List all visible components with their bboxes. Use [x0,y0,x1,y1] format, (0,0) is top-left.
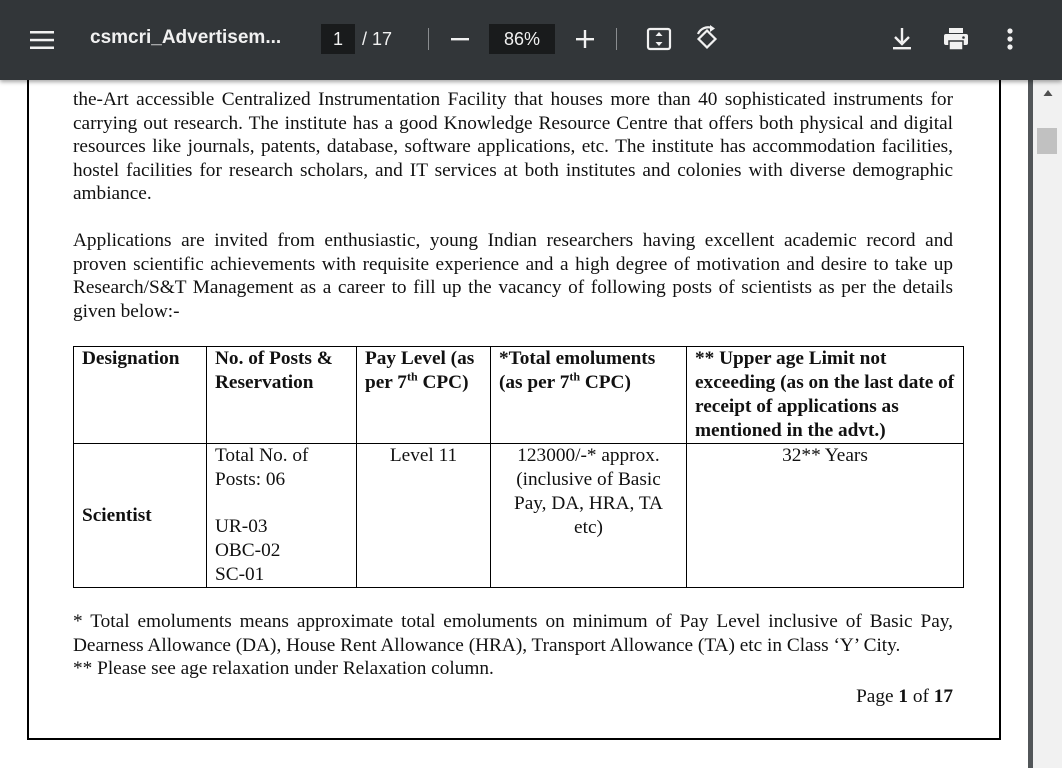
header-emoluments: *Total emoluments (as per 7th CPC) [491,347,687,444]
download-button[interactable] [884,21,920,57]
rotate-icon [693,25,721,53]
cell-emoluments: 123000/-* approx. (inclusive of Basic Pay, DA, HRA, TA etc) [491,444,687,588]
toolbar-divider [428,28,429,50]
menu-icon [30,30,54,50]
scroll-thumb[interactable] [1037,128,1057,154]
page-footer: Page 1 of 17 [856,686,953,707]
posts-total: Total No. of Posts: 06 [215,445,309,490]
page-number-input[interactable]: 1 [321,24,355,54]
cell-pay-level: Level 11 [357,444,491,588]
zoom-level-input[interactable]: 86% [489,24,555,54]
more-actions-button[interactable] [992,21,1028,57]
page-total-label: / 17 [362,29,393,49]
toolbar-divider [616,28,617,50]
pdf-page [0,80,1028,768]
minus-icon [450,29,470,49]
posts-obc: OBC-02 [215,540,281,561]
header-age-limit: ** Upper age Limit not exceeding (as on the last date of receipt of applications as mentioned in the advt.) [687,347,964,444]
cell-designation: Scientist [74,444,207,588]
scroll-up-button[interactable] [1033,84,1062,102]
print-button[interactable] [938,21,974,57]
posts-sc: SC-01 [215,564,265,585]
menu-button[interactable] [24,22,60,58]
print-icon [943,27,969,51]
document-title: csmcri_Advertisem... [90,27,282,48]
vacancy-table [73,346,964,588]
zoom-in-button[interactable] [569,22,601,56]
zoom-out-button[interactable] [444,22,476,56]
plus-icon [575,29,595,49]
header-posts: No. of Posts & Reservation [207,347,357,444]
cell-age-limit: 32** Years [687,444,964,588]
table-header-row [74,347,964,444]
header-designation: Designation [74,347,207,444]
header-pay-level: Pay Level (as per 7th CPC) [357,347,491,444]
applications-paragraph: Applications are invited from enthusiastic, young Indian researchers having excellent academic record and proven scientific achievements with requisite experience and a high degree of motivation and desire to take up Research/S&T Management as a career to fill up the vacancy of following posts of scientists as per the details given below:- [73,230,953,322]
scroll-up-icon [1043,89,1053,97]
fit-page-icon [646,26,672,52]
posts-ur: UR-03 [215,516,268,537]
table-row [74,444,964,588]
rotate-button[interactable] [689,21,725,57]
download-icon [891,27,913,51]
cell-posts [207,444,357,588]
vertical-scrollbar[interactable] [1033,80,1062,768]
intro-paragraph: the-Art accessible Centralized Instrumentation Facility that houses more than 40 sophisticated instruments for carrying out research. The institute has a good Knowledge Resource Centre that offers both physical and digital resources like journals, patents, database, software applications, etc. The institute has accommodation facilities, hostel facilities for research scholars, and IT services at both institutes and colonies with diverse demographic ambiance. [73,89,953,204]
fit-to-page-button[interactable] [641,21,677,57]
pdf-toolbar [0,0,1062,80]
footnotes [73,610,953,681]
footnote-emoluments: * Total emoluments means approximate total emoluments on minimum of Pay Level inclusive of Basic Pay, Dearness Allowance (DA), House Rent Allowance (HRA), Transport Allowance (TA) etc in Class ‘Y’ City. [73,611,953,656]
more-vert-icon [1006,27,1014,51]
footnote-age: ** Please see age relaxation under Relaxation column. [73,658,494,679]
